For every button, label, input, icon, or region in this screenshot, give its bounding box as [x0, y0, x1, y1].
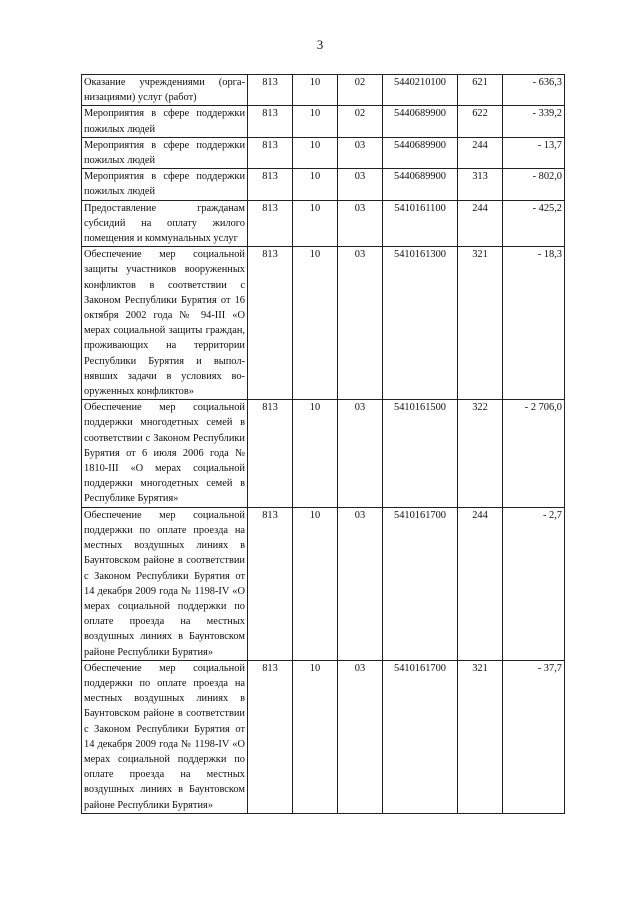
target-article-code: 5440689900 — [383, 137, 458, 168]
table-row — [82, 200, 565, 247]
section-code: 10 — [293, 106, 338, 137]
amount: - 13,7 — [503, 137, 565, 168]
row-name: Обеспечение мер социальной поддержки многодетных семей в соответствии с Законом Республики Бурятия от 6 июля 2006 года № 1810-III «О мерах социальной поддержки многодетных семей в Республике Бурятия» — [82, 400, 248, 507]
row-name: Обеспечение мер социальной поддержки по оплате проезда на местных воздушных линиях в Баунтовском районе в соответствии с Законом Республики Бурятия от 14 декабря 2009 года № 1198-IV «О мерах социальной поддержки по оплате проезда на местных воздушных линиях в Баунтовском районе Республики Бурятия» — [82, 660, 248, 813]
subsection-code: 03 — [338, 137, 383, 168]
target-article-code: 5410161100 — [383, 200, 458, 247]
table-row — [82, 169, 565, 200]
table-row — [82, 507, 565, 660]
page-number: 3 — [316, 37, 324, 52]
section-code: 10 — [293, 400, 338, 507]
target-article-code: 5440689900 — [383, 106, 458, 137]
expense-type-code: 621 — [458, 75, 503, 106]
expense-type-code: 244 — [458, 137, 503, 168]
row-name: Мероприятия в сфере поддержки пожилых людей — [82, 169, 248, 200]
subsection-code: 03 — [338, 507, 383, 660]
subsection-code: 02 — [338, 106, 383, 137]
amount: - 2 706,0 — [503, 400, 565, 507]
row-name: Оказание учреждениями (организациями) услуг (работ) — [82, 75, 248, 106]
ministry-code: 813 — [248, 137, 293, 168]
row-name: Предоставление гражданам субсидий на оплату жилого помещения и коммунальных услуг — [82, 200, 248, 247]
row-name: Обеспечение мер социальной защиты участников вооруженных конфликтов в соответствии с Законом Республики Бурятия от 16 октября 2002 года № 94-III «О мерах социальной защиты граждан, проживающих на территории Республики Бурятия и выполнявших задачи в условиях вооруженных конфликтов» — [82, 247, 248, 400]
expense-type-code: 244 — [458, 200, 503, 247]
amount: - 636,3 — [503, 75, 565, 106]
row-name: Обеспечение мер социальной поддержки по оплате проезда на местных воздушных линиях в Баунтовском районе в соответствии с Законом Республики Бурятия от 14 декабря 2009 года № 1198-IV «О мерах социальной поддержки по оплате проезда на местных воздушных линиях в Баунтовском районе Республики Бурятия» — [82, 507, 248, 660]
expense-type-code: 622 — [458, 106, 503, 137]
ministry-code: 813 — [248, 660, 293, 813]
expense-type-code: 321 — [458, 660, 503, 813]
table-row — [82, 106, 565, 137]
amount: - 339,2 — [503, 106, 565, 137]
amount: - 37,7 — [503, 660, 565, 813]
section-code: 10 — [293, 169, 338, 200]
section-code: 10 — [293, 200, 338, 247]
expense-type-code: 313 — [458, 169, 503, 200]
ministry-code: 813 — [248, 169, 293, 200]
section-code: 10 — [293, 507, 338, 660]
subsection-code: 03 — [338, 169, 383, 200]
amount: - 2,7 — [503, 507, 565, 660]
table-row — [82, 400, 565, 507]
subsection-code: 03 — [338, 660, 383, 813]
table-row — [82, 247, 565, 400]
section-code: 10 — [293, 75, 338, 106]
target-article-code: 5440210100 — [383, 75, 458, 106]
expense-type-code: 244 — [458, 507, 503, 660]
amount: - 18,3 — [503, 247, 565, 400]
ministry-code: 813 — [248, 400, 293, 507]
row-name: Мероприятия в сфере поддержки пожилых людей — [82, 137, 248, 168]
ministry-code: 813 — [248, 507, 293, 660]
ministry-code: 813 — [248, 247, 293, 400]
amount: - 425,2 — [503, 200, 565, 247]
subsection-code: 03 — [338, 200, 383, 247]
section-code: 10 — [293, 137, 338, 168]
subsection-code: 03 — [338, 400, 383, 507]
expense-type-code: 321 — [458, 247, 503, 400]
section-code: 10 — [293, 660, 338, 813]
target-article-code: 5410161700 — [383, 660, 458, 813]
target-article-code: 5410161700 — [383, 507, 458, 660]
subsection-code: 02 — [338, 75, 383, 106]
target-article-code: 5440689900 — [383, 169, 458, 200]
table-row — [82, 75, 565, 106]
target-article-code: 5410161300 — [383, 247, 458, 400]
expense-type-code: 322 — [458, 400, 503, 507]
table-row — [82, 660, 565, 813]
ministry-code: 813 — [248, 75, 293, 106]
subsection-code: 03 — [338, 247, 383, 400]
ministry-code: 813 — [248, 106, 293, 137]
row-name: Мероприятия в сфере поддержки пожилых людей — [82, 106, 248, 137]
ministry-code: 813 — [248, 200, 293, 247]
budget-table — [81, 74, 565, 814]
table-row — [82, 137, 565, 168]
section-code: 10 — [293, 247, 338, 400]
amount: - 802,0 — [503, 169, 565, 200]
target-article-code: 5410161500 — [383, 400, 458, 507]
